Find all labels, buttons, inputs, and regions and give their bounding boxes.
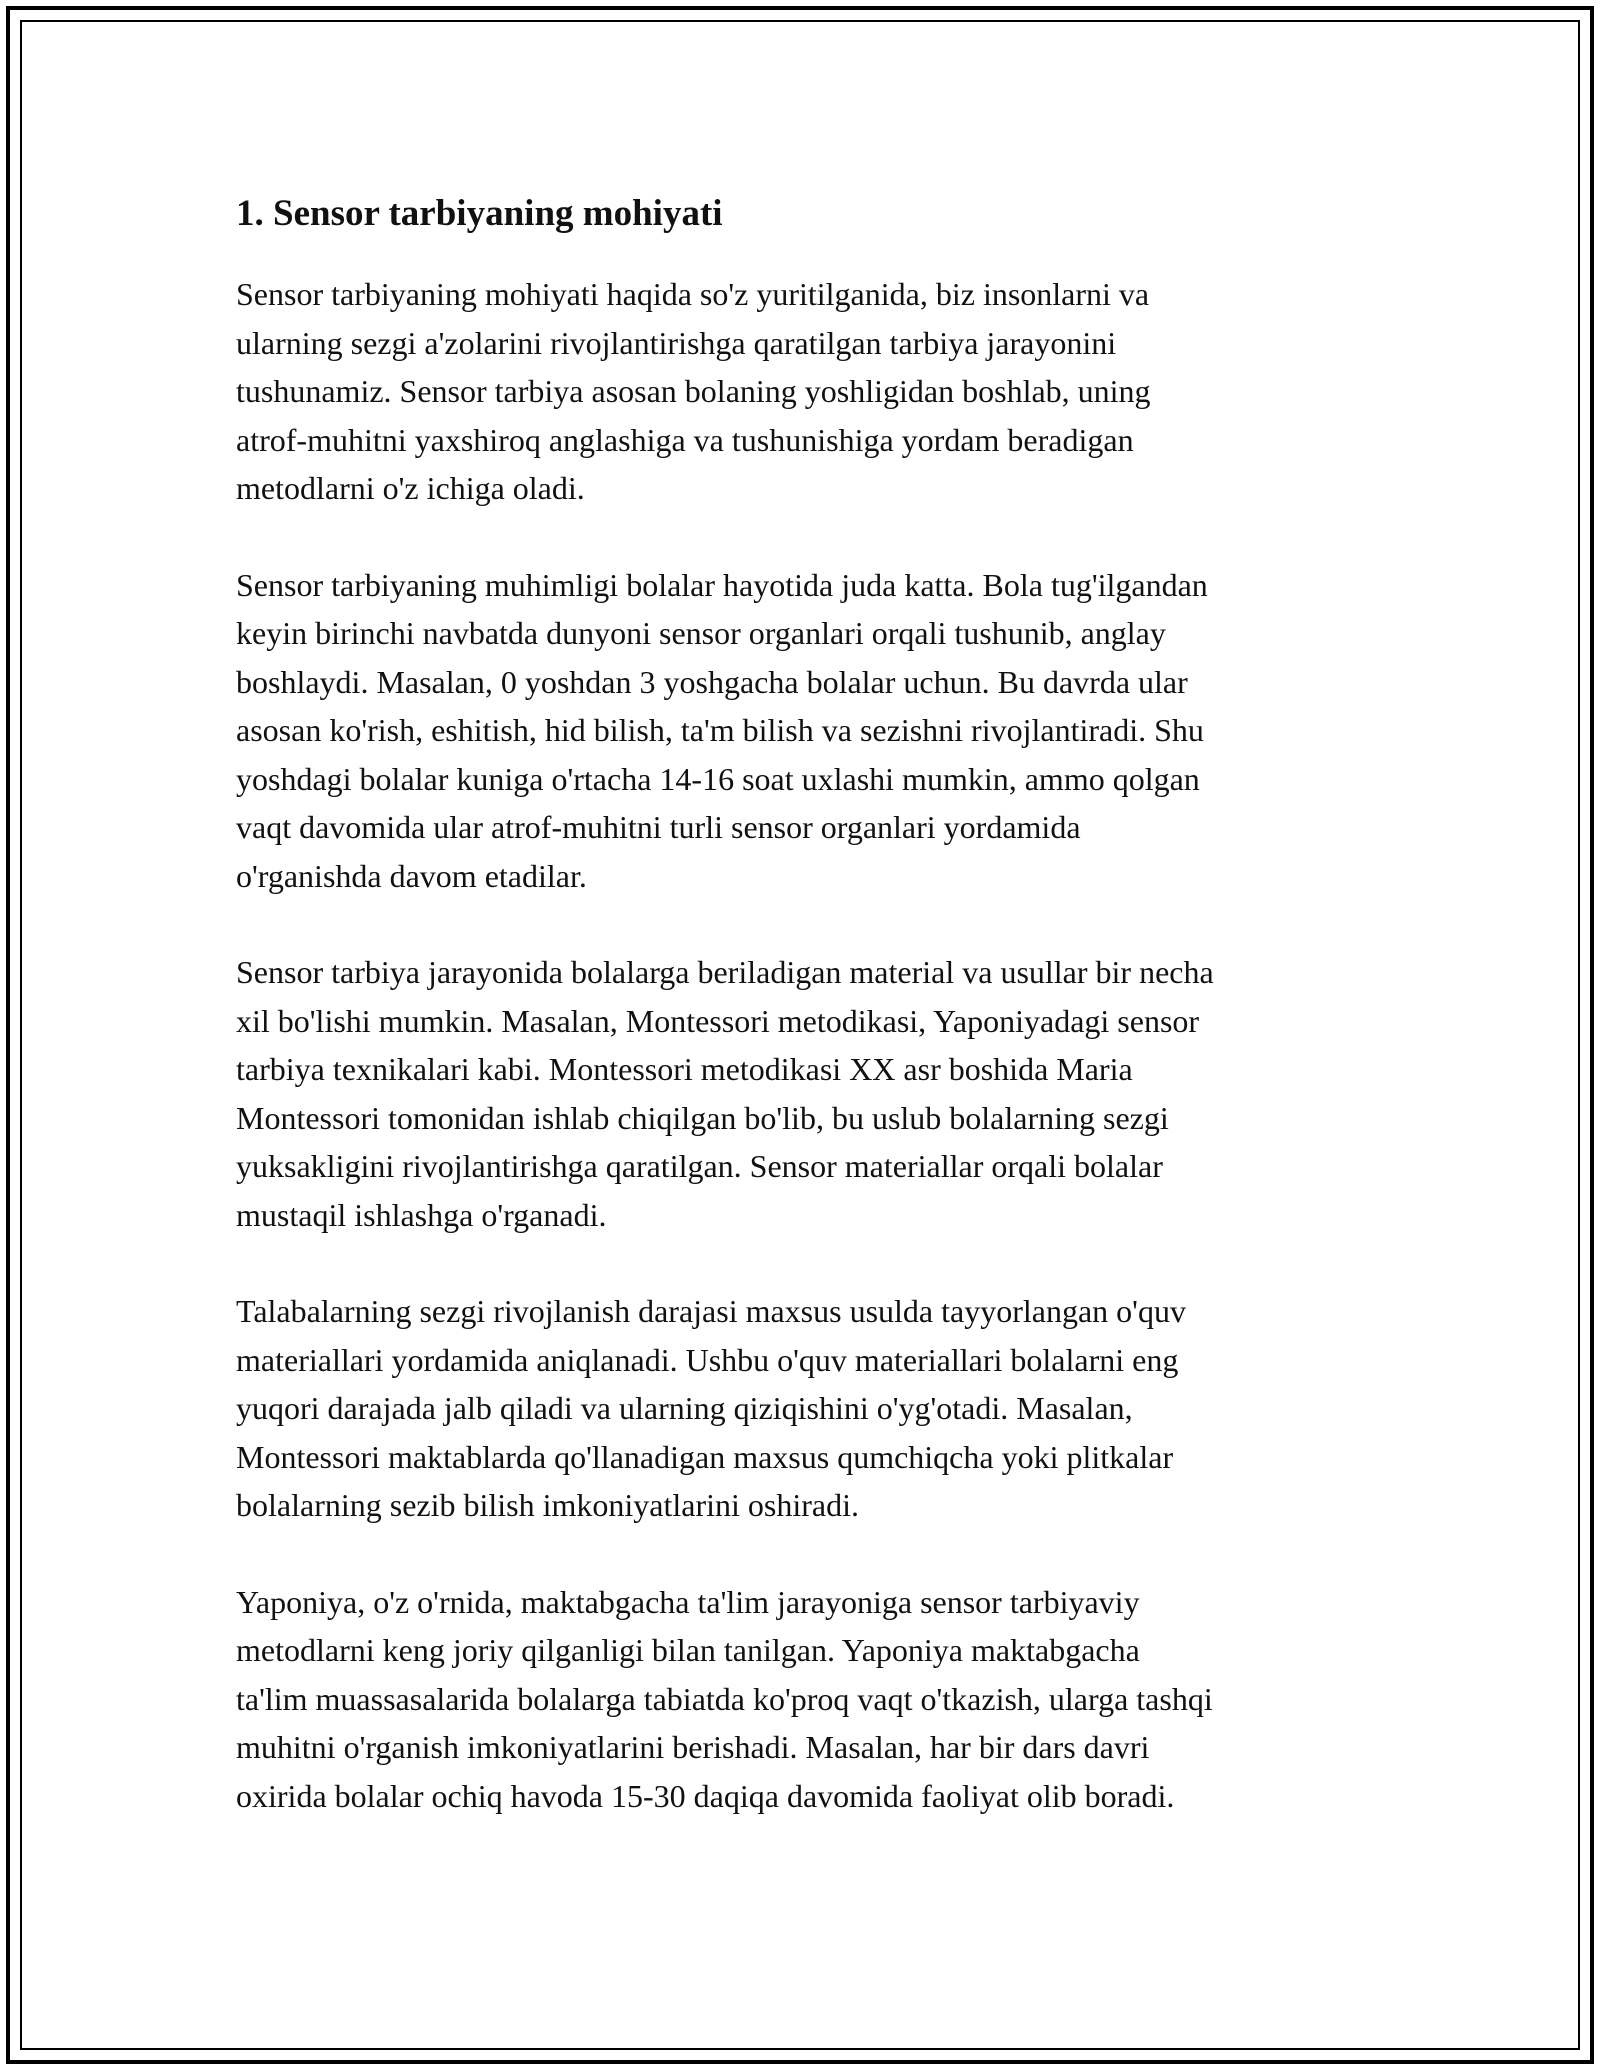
- paragraph-line: Sensor tarbiyaning muhimligi bolalar hayotida juda katta. Bola tug'ilgandan: [236, 566, 1208, 603]
- paragraph-line: muhitni o'rganish imkoniyatlarini berishadi. Masalan, har bir dars davri: [236, 1729, 1150, 1765]
- paragraph-4: [236, 1287, 1366, 1530]
- paragraph-line: o'rganishda davom etadilar.: [236, 857, 587, 894]
- paragraph-line: Montessori tomonidan ishlab chiqilgan bo'lib, bu uslub bolalarning sezgi: [236, 1099, 1169, 1136]
- paragraph-line: oxirida bolalar ochiq havoda 15-30 daqiqa davomida faoliyat olib boradi.: [236, 1777, 1175, 1814]
- paragraph-5: [236, 1578, 1366, 1821]
- paragraph-line: asosan ko'rish, eshitish, hid bilish, ta'm bilish va sezishni rivojlantiradi. Shu: [236, 712, 1204, 748]
- paragraph-line: yuksakligini rivojlantirishga qaratilgan. Sensor materiallar orqali bolalar: [236, 1148, 1163, 1184]
- paragraph-line: Sensor tarbiya jarayonida bolalarga beriladigan material va usullar bir necha: [236, 954, 1214, 990]
- paragraph-line: boshlaydi. Masalan, 0 yoshdan 3 yoshgacha bolalar uchun. Bu davrda ular: [236, 663, 1188, 700]
- paragraph-line: mustaqil ishlashga o'rganadi.: [236, 1196, 607, 1233]
- paragraph-line: metodlarni keng joriy qilganligi bilan tanilgan. Yaponiya maktabgacha: [236, 1632, 1140, 1668]
- paragraph-line: Talabalarning sezgi rivojlanish darajasi maxsus usulda tayyorlangan o'quv: [236, 1293, 1186, 1329]
- paragraph-1: [236, 270, 1366, 513]
- paragraph-line: tushunamiz. Sensor tarbiya asosan bolaning yoshligidan boshlab, uning: [236, 373, 1151, 409]
- paragraph-2: [236, 561, 1366, 901]
- paragraph-line: yuqori darajada jalb qiladi va ularning qiziqishini o'yg'otadi. Masalan,: [236, 1390, 1133, 1426]
- document-body: [236, 184, 1366, 1868]
- paragraph-line: vaqt davomida ular atrof-muhitni turli sensor organlari yordamida: [236, 809, 1081, 845]
- paragraph-line: Yaponiya, o'z o'rnida, maktabgacha ta'lim jarayoniga sensor tarbiyaviy: [236, 1583, 1140, 1620]
- paragraph-line: keyin birinchi navbatda dunyoni sensor organlari orqali tushunib, anglay: [236, 615, 1166, 651]
- paragraph-line: materiallari yordamida aniqlanadi. Ushbu o'quv materiallari bolalarni eng: [236, 1341, 1179, 1378]
- paragraph-3: [236, 948, 1366, 1239]
- paragraph-line: bolalarning sezib bilish imkoniyatlarini oshiradi.: [236, 1487, 859, 1523]
- paragraph-line: atrof-muhitni yaxshiroq anglashiga va tushunishiga yordam beradigan: [236, 421, 1134, 458]
- paragraph-line: xil bo'lishi mumkin. Masalan, Montessori metodikasi, Yaponiyadagi sensor: [236, 1002, 1200, 1039]
- paragraph-line: yoshdagi bolalar kuniga o'rtacha 14-16 soat uxlashi mumkin, ammo qolgan: [236, 760, 1200, 797]
- paragraph-line: metodlarni o'z ichiga oladi.: [236, 470, 585, 506]
- paragraph-line: Montessori maktablarda qo'llanadigan maxsus qumchiqcha yoki plitkalar: [236, 1438, 1174, 1475]
- section-heading: 1. Sensor tarbiyaning mohiyati: [236, 193, 723, 234]
- paragraph-line: ta'lim muassasalarida bolalarga tabiatda ko'proq vaqt o'tkazish, ularga tashqi: [236, 1680, 1213, 1717]
- paragraph-line: ularning sezgi a'zolarini rivojlantirishga qaratilgan tarbiya jarayonini: [236, 324, 1117, 361]
- paragraph-line: Sensor tarbiyaning mohiyati haqida so'z yuritilganida, biz insonlarni va: [236, 276, 1150, 312]
- paragraph-line: tarbiya texnikalari kabi. Montessori metodikasi XX asr boshida Maria: [236, 1051, 1133, 1087]
